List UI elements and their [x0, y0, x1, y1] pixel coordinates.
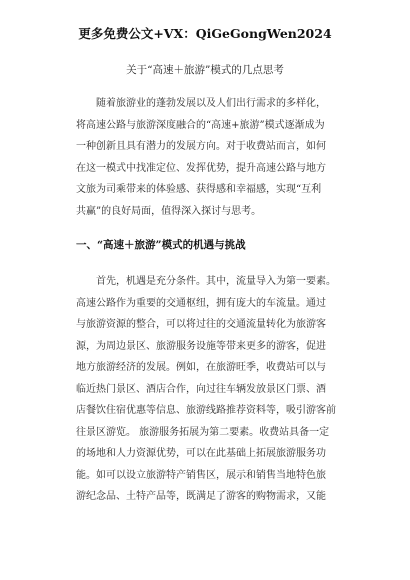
paragraph-line: 随着旅游业的蓬勃发展以及人们出行需求的多样化， — [96, 98, 326, 109]
paragraph-line: 与旅游资源的整合，可以将过往的交通流量转化为旅游客 — [76, 319, 326, 330]
paragraph-line: 能。如可以设立旅游特产销售区，展示和销售当地特色旅 — [76, 469, 326, 481]
paragraph-line: 文旅为司乘带来的体验感、获得感和幸福感，实现“互利 — [76, 184, 322, 195]
paragraph-line: 源，为周边景区、旅游服务设施等带来更多的游客，促进 — [76, 340, 326, 352]
paragraph-line: 游纪念品、土特产品等，既满足了游客的购物需求，又能 — [76, 491, 326, 502]
paragraph-line: 临近热门景区、酒店合作，向过往车辆发放景区门票、酒 — [76, 383, 326, 395]
paragraph-line: 高速公路作为重要的交通枢纽，拥有庞大的车流量。通过 — [76, 297, 326, 309]
paragraph-line: 的场地和人力资源优势，可以在此基础上拓展旅游服务功 — [76, 448, 326, 459]
intro-paragraph — [76, 93, 344, 222]
paragraph-line: 地方旅游经济的发展。例如，在旅游旺季，收费站可以与 — [76, 362, 326, 373]
paragraph-line: 往景区游览。 旅游服务拓展为第二要素。收费站具备一定 — [76, 426, 330, 438]
paragraph-line: 在这一模式中找准定位、发挥优势，提升高速公路与地方 — [76, 162, 326, 174]
document-title: 关于“高速＋旅游”模式的几点思考 — [126, 64, 284, 76]
paragraph-line: 店餐饮住宿优惠等信息、旅游线路推荐资料等，吸引游客前 — [76, 405, 336, 416]
section-paragraph — [76, 271, 344, 508]
watermark-text: 更多免费公文+VX：QiGeGongWen2024 — [78, 26, 332, 41]
paragraph-line: 将高速公路与旅游深度融合的“高速+旅游”模式逐渐成为 — [76, 119, 325, 131]
paragraph-line: 首先，机遇是充分条件。其中，流量导入为第一要素。 — [96, 276, 336, 287]
section-heading: 一、“高速＋旅游”模式的机遇与挑战 — [76, 239, 246, 251]
paragraph-line: 一种创新且具有潜力的发展方向。对于收费站而言，如何 — [76, 141, 326, 152]
paragraph-line: 共赢”的良好局面，值得深入探讨与思考。 — [76, 205, 262, 217]
